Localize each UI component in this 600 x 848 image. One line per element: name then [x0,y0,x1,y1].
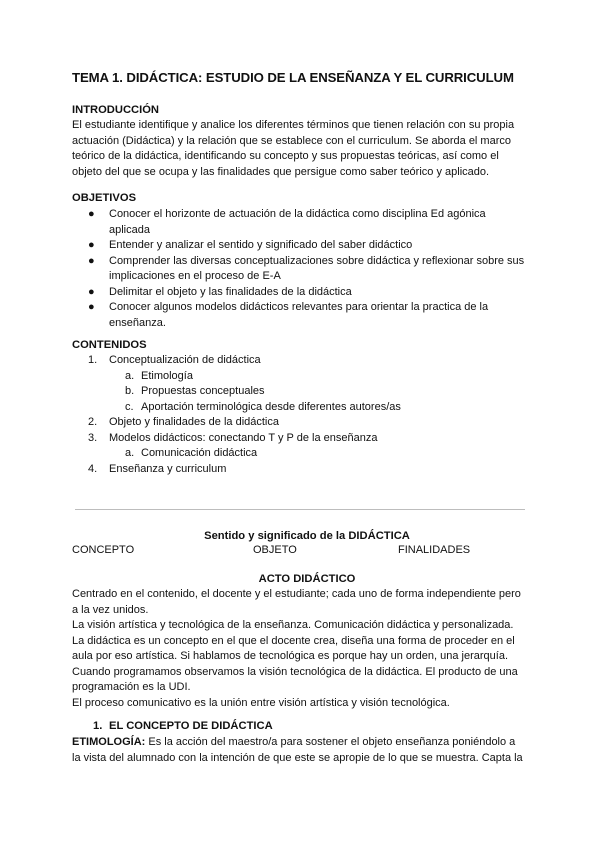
list-item-text: enseñanza. [109,316,166,329]
acto-paragraph [72,587,542,711]
list-number: 2. [88,416,98,428]
list-item [88,238,538,254]
objetivos-list [88,207,538,331]
list-item [88,254,538,285]
section-number: 1. [93,720,103,732]
objetivos-heading: OBJETIVOS [72,192,137,204]
list-item [88,353,538,369]
etimologia-text: Es la acción del maestro/a para sostener el objeto enseñanza poniéndolo a [145,736,516,748]
intro-paragraph [72,118,542,180]
list-item [88,300,538,331]
acto-line: La visión artística y tecnológica de la enseñanza. Comunicación didáctica y personalizada. [72,619,514,631]
etimologia-line: la vista del alumnado con la intención de que este se apropie de lo que se muestra. Capta la [72,751,523,764]
acto-line: La didáctica es un concepto en el que el docente crea, diseña una forma de proceder en el [72,634,515,647]
list-item-text: Aportación terminológica desde diferentes autores/as [141,400,401,413]
concepto-label: CONCEPTO [72,544,135,556]
acto-line: aula por eso artística. Si hablamos de tecnológica es porque hay un orden, una jerarquía. [72,650,508,662]
list-number: 4. [88,462,98,475]
contenidos-heading: CONTENIDOS [72,339,147,351]
bullet-icon: ● [88,254,95,267]
sentido-heading: Sentido y significado de la DIDÁCTICA [204,530,410,542]
bullet-icon: ● [88,285,95,298]
bullet-icon: ● [88,239,95,251]
bullet-icon: ● [88,301,95,313]
list-item-text: Conocer el horizonte de actuación de la didáctica como disciplina Ed agónica [109,208,486,220]
acto-line: a la vez unidos. [72,603,149,616]
list-item-text: implicaciones en el proceso de E-A [109,270,281,282]
document-title: TEMA 1. DIDÁCTICA: ESTUDIO DE LA ENSEÑANZA Y EL CURRICULUM [72,70,514,85]
acto-line: Centrado en el contenido, el docente y el estudiante; cada uno de forma independiente pero [72,588,521,600]
acto-line: programación es la UDI. [72,681,191,693]
list-item-text: Enseñanza y curriculum [109,462,227,475]
list-item [88,462,538,478]
list-item-text: Delimitar el objeto y las finalidades de la didáctica [109,285,352,298]
list-item-text: Conocer algunos modelos didácticos relevantes para orientar la practica de la [109,301,489,313]
etimologia-line [72,735,542,751]
intro-line: teórico de la didáctica, identificando su concepto y sus propuestas teóricas, así como el [72,150,499,162]
list-subitem [88,384,538,400]
list-item-text: Propuestas conceptuales [141,385,265,397]
list-item [88,415,538,431]
list-letter: a. [125,369,135,382]
list-item-text: aplicada [109,223,150,236]
etimologia-paragraph [72,735,542,766]
list-number: 1. [88,354,98,366]
intro-line: El estudiante identifique y analice los diferentes términos que tienen relación con su propia [72,119,515,131]
list-letter: b. [125,385,135,397]
bullet-icon: ● [88,208,95,220]
list-subitem [88,400,538,416]
list-item [88,285,538,301]
etimologia-lead: ETIMOLOGÍA: [72,736,146,748]
list-item-text: Comprender las diversas conceptualizaciones sobre didáctica y reflexionar sobre sus [109,254,525,267]
list-item-text: Objeto y finalidades de la didáctica [109,416,279,428]
list-number: 3. [88,431,98,444]
list-letter: c. [125,400,134,413]
intro-line: actuación (Didáctica) y la relación que se establece con el curriculum. Se aborda el marco [72,134,511,147]
contenidos-list [88,353,538,477]
objeto-label: OBJETO [253,544,297,556]
list-item-text: Comunicación didáctica [141,447,258,459]
list-item [88,431,538,447]
acto-heading: ACTO DIDÁCTICO [258,573,356,585]
list-letter: a. [125,447,135,459]
intro-line: objeto del que se ocupa y las finalidades que persigue como saber teórico y aplicado. [72,165,490,178]
acto-line: Cuando programamos observamos la visión tecnológica de la didáctica. El producto de una [72,665,518,678]
acto-line: El proceso comunicativo es la unión entre visión artística y visión tecnológica. [72,696,450,709]
horizontal-divider [75,509,525,510]
list-item-text: Entender y analizar el sentido y significado del saber didáctico [109,239,413,251]
list-subitem [88,369,538,385]
list-item-text: Modelos didácticos: conectando T y P de la enseñanza [109,431,378,444]
intro-heading: INTRODUCCIÓN [72,104,160,116]
list-item-text: Conceptualización de didáctica [109,354,261,366]
list-item-text: Etimología [141,369,193,382]
section-heading: EL CONCEPTO DE DIDÁCTICA [109,720,273,732]
list-subitem [88,446,538,462]
finalidades-label: FINALIDADES [398,544,471,556]
list-item [88,207,538,238]
